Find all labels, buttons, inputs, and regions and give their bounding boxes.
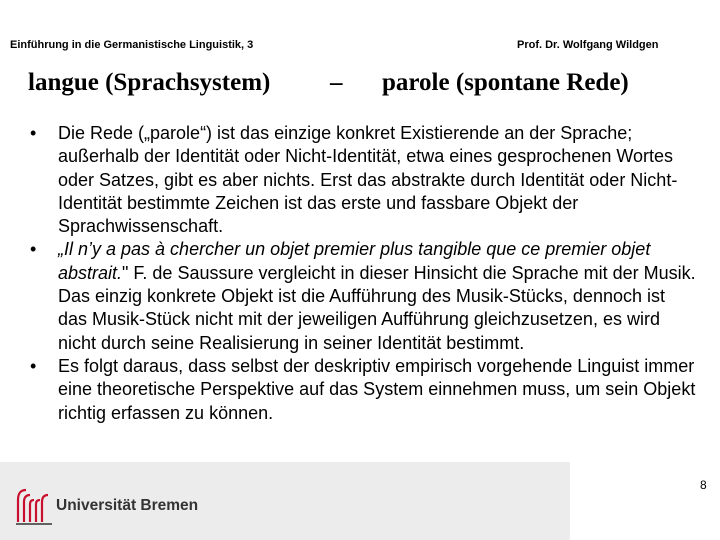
header-course-title: Einführung in die Germanistische Linguistik, 3 (10, 39, 254, 51)
bullet-text: Es folgt daraus, dass selbst der deskriptiv empirisch vorgehende Linguist immer eine theoretische Perspektive auf das System einnehmen muss, um sein Objekt richtig erfassen zu können. (58, 355, 696, 423)
bullet-list (0, 122, 720, 425)
title-langue: langue (Sprachsystem) (28, 69, 271, 96)
saussure-quote: „Il n’y a pas à chercher un objet premier plus tangible que ce premier objet abstrait. (58, 239, 651, 283)
bullet-text-continuation: " F. de Saussure vergleicht in dieser Hinsicht die Sprache mit der Musik. Das einzig konkrete Objekt ist die Aufführung des Musik-Stücks, dennoch ist das Musik-Stück nicht mit der jeweiligen Aufführung gleichzusetzen, es wird nicht durch seine Realisierung in seiner Identität bestimmt. (58, 262, 696, 353)
bullet-dot: • (30, 355, 37, 376)
page-number: 8 (700, 478, 707, 492)
title-dash: – (330, 69, 343, 96)
title-parole: parole (spontane Rede) (382, 69, 629, 96)
bullet-dot: • (30, 239, 37, 260)
bullet-text: Die Rede („parole“) ist das einzige konkret Existierende an der Sprache; außerhalb der Identität oder Nicht-Identität, etwa eines gesprochenen Wortes oder Satzes, gibt es aber nichts. Erst das abstrakte durch Identität oder Nicht-Identität bestimmte Zeichen ist das erste und fassbare Objekt der Sprachwissenschaft. (58, 123, 678, 237)
university-logo-icon (14, 486, 54, 526)
bullet-dot: • (30, 123, 37, 143)
header-author: Prof. Dr. Wolfgang Wildgen (517, 39, 659, 51)
bullet-item (0, 122, 698, 238)
university-name: Universität Bremen (56, 497, 199, 514)
bullet-text (58, 238, 698, 354)
bullet-item (0, 238, 698, 354)
slide-title (0, 67, 720, 101)
bullet-item (0, 355, 698, 425)
